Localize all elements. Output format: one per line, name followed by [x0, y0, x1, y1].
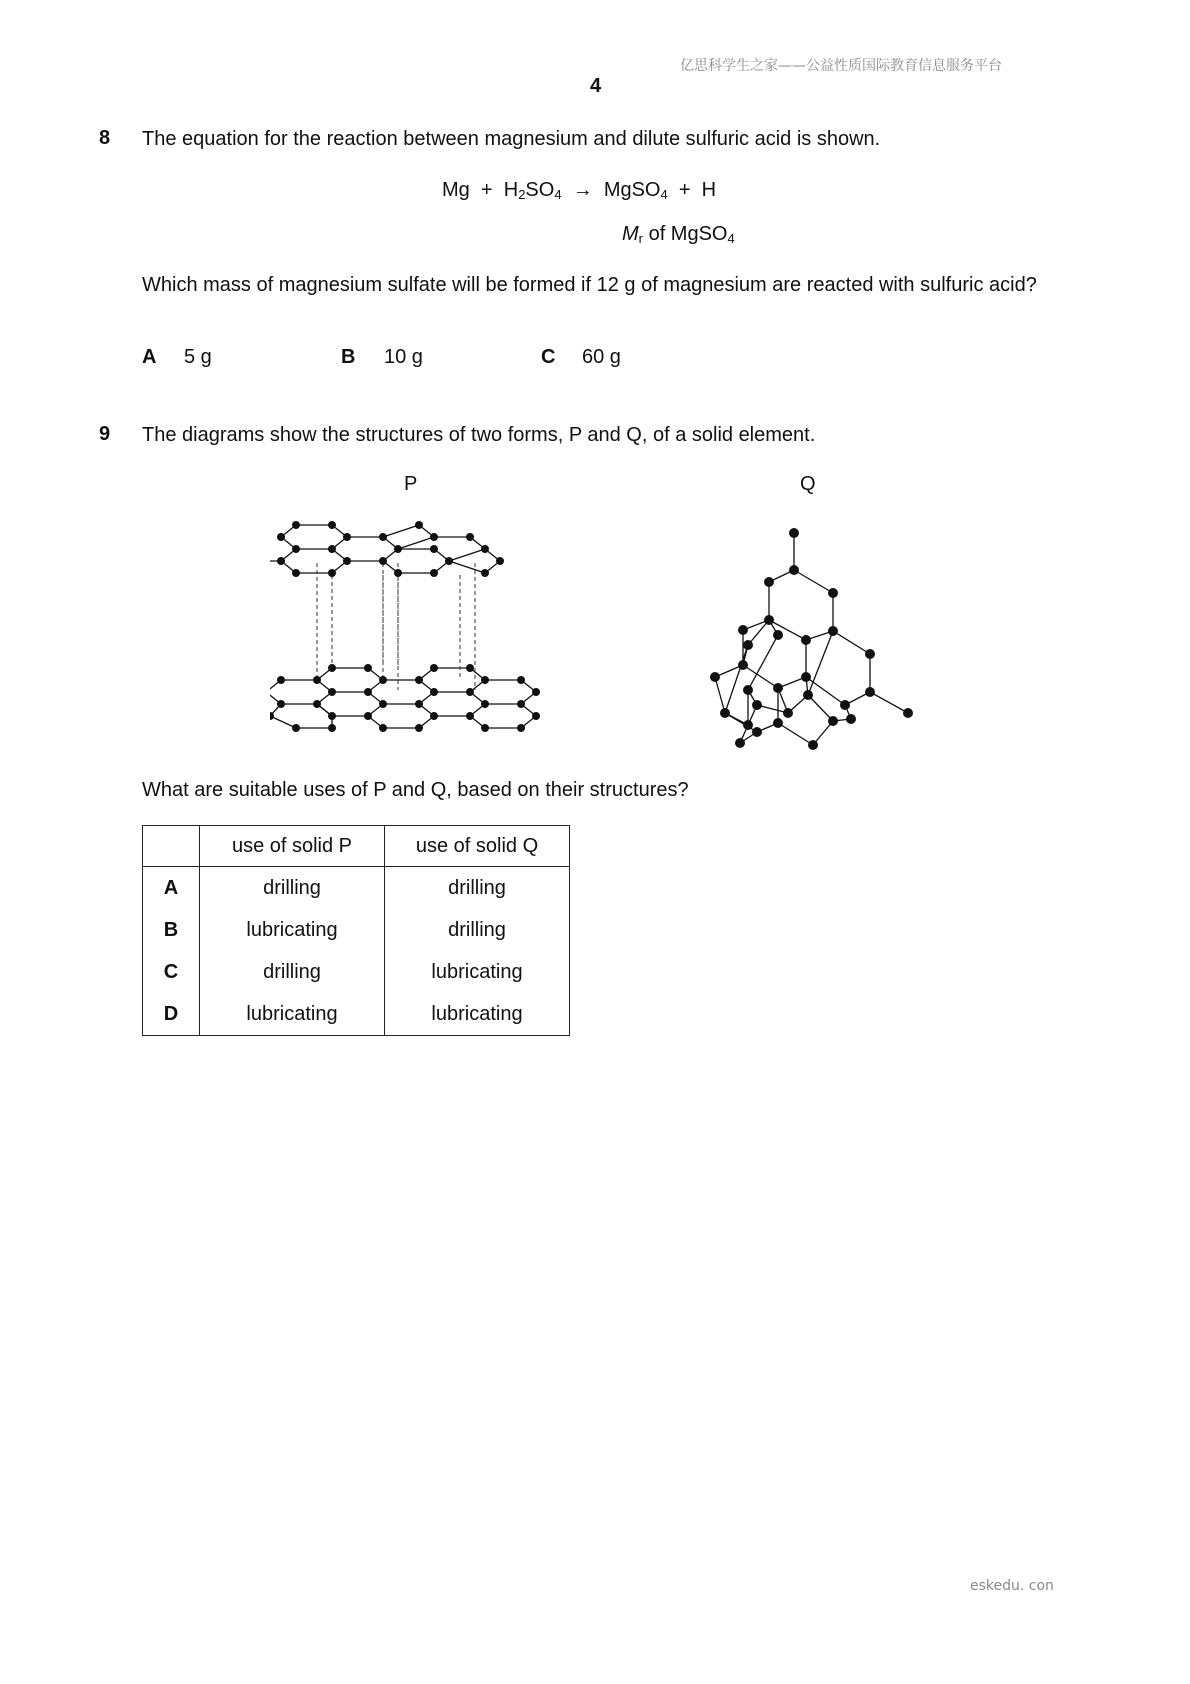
mr-r: r [638, 231, 644, 246]
table-header-p: use of solid P [200, 826, 385, 867]
eq-mgso: MgSO [603, 179, 661, 201]
table-row-d[interactable] [143, 993, 570, 1036]
q8-option-c-value[interactable]: 60 g [582, 346, 621, 368]
row-c-use-p: drilling [200, 951, 385, 993]
row-d-use-p: lubricating [200, 993, 385, 1036]
watermark-bottom: eskedu. con [970, 1578, 1054, 1594]
q8-option-c-letter[interactable]: C [541, 346, 556, 368]
question-9-question: What are suitable uses of P and Q, based on their structures? [142, 779, 689, 801]
eq-mg: Mg [442, 179, 470, 201]
table-header-blank [143, 826, 200, 867]
row-a-letter[interactable]: A [143, 867, 200, 910]
row-b-letter[interactable]: B [143, 909, 200, 951]
mr-sub-4: 4 [727, 231, 735, 246]
question-8-number: 8 [99, 127, 111, 149]
graphite-structure-diagram [270, 518, 560, 758]
mr-m: M [622, 223, 639, 245]
answer-table [142, 825, 570, 1036]
row-b-use-q: drilling [385, 909, 570, 951]
row-c-use-q: lubricating [385, 951, 570, 993]
eq-sub-2: 2 [518, 187, 526, 202]
eq-arrow: → [572, 179, 593, 201]
watermark-top: 亿思科学生之家——公益性质国际教育信息服务平台 [680, 58, 1002, 74]
table-header-row [143, 826, 570, 867]
table-row-c[interactable] [143, 951, 570, 993]
row-a-use-p: drilling [200, 867, 385, 910]
eq-plus-1: + [480, 179, 493, 201]
q8-option-b-value[interactable]: 10 g [384, 346, 423, 368]
q8-option-a-value[interactable]: 5 g [184, 346, 212, 368]
diamond-structure-diagram [700, 525, 930, 755]
row-d-letter[interactable]: D [143, 993, 200, 1036]
question-9-stem: The diagrams show the structures of two forms, P and Q, of a solid element. [142, 424, 816, 446]
table-row-a[interactable] [143, 867, 570, 910]
table-row-b[interactable] [143, 909, 570, 951]
row-b-use-p: lubricating [200, 909, 385, 951]
eq-h-end: H [701, 179, 717, 201]
question-9-number: 9 [99, 423, 111, 445]
eq-sub-4b: 4 [660, 187, 668, 202]
page-number: 4 [590, 75, 602, 97]
q8-option-a-letter[interactable]: A [142, 346, 157, 368]
eq-plus-2: + [678, 179, 691, 201]
row-d-use-q: lubricating [385, 993, 570, 1036]
structure-p-label: P [404, 473, 418, 495]
reaction-equation [442, 178, 716, 202]
eq-sub-4a: 4 [554, 187, 562, 202]
structure-q-label: Q [800, 473, 816, 495]
question-8-stem: The equation for the reaction between magnesium and dilute sulfuric acid is shown. [142, 128, 881, 150]
mr-label [622, 222, 735, 246]
row-c-letter[interactable]: C [143, 951, 200, 993]
question-8-question: Which mass of magnesium sulfate will be formed if 12 g of magnesium are reacted with sulfuric acid? [142, 274, 1037, 296]
table-header-q: use of solid Q [385, 826, 570, 867]
mr-rest: of MgSO [643, 223, 728, 245]
eq-so: SO [525, 179, 555, 201]
q8-option-b-letter[interactable]: B [341, 346, 356, 368]
row-a-use-q: drilling [385, 867, 570, 910]
eq-h: H [503, 179, 519, 201]
